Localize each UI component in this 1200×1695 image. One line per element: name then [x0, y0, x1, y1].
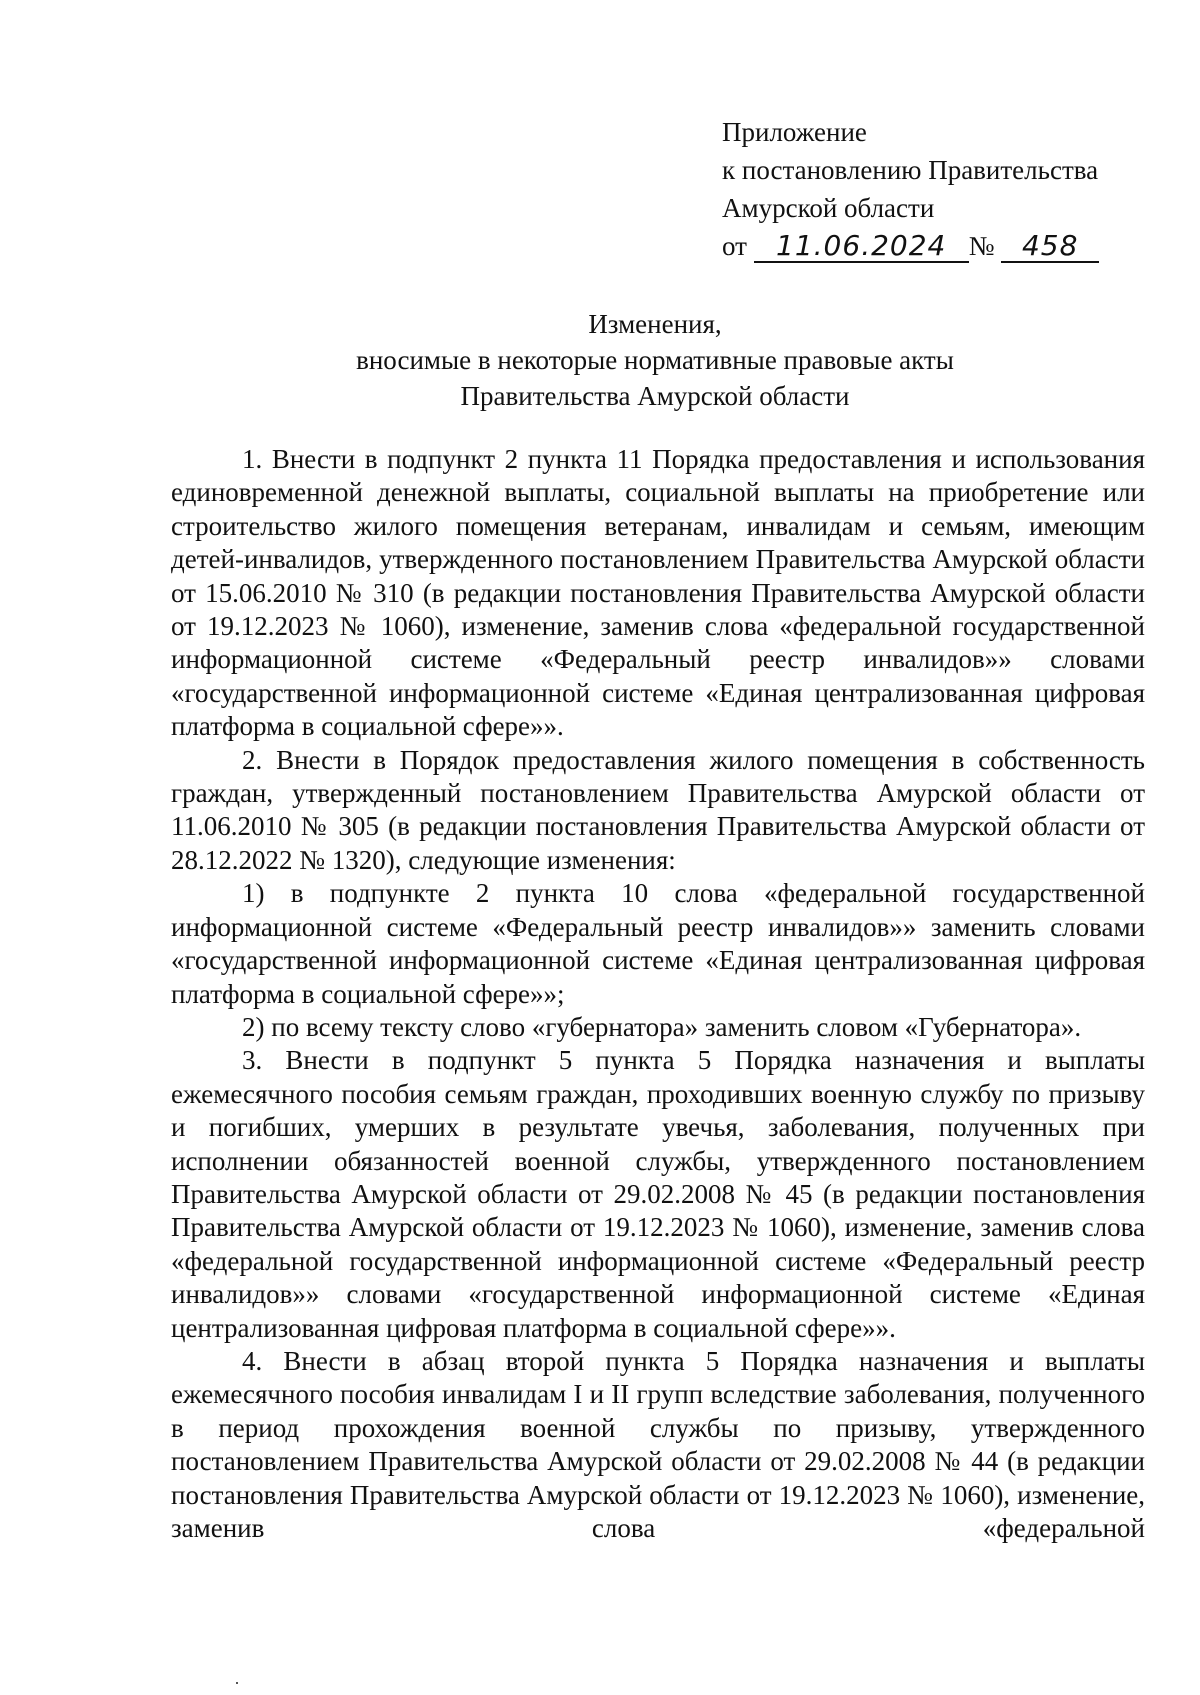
handwritten-date: 11.06.2024	[754, 231, 969, 263]
title-line-3: Правительства Амурской области	[460, 381, 850, 411]
from-label: от	[722, 231, 747, 261]
appendix-line-1: Приложение	[722, 117, 867, 147]
document-body	[171, 443, 1145, 1545]
title-line-1: Изменения,	[588, 309, 722, 339]
paragraph-2-item-1: 1) в подпункте 2 пункта 10 слова «федеральной государственной информационной системе «Федеральный реестр инвалидов»» заменить словами «государственной информационной системе «Единая централизованная цифровая платформа в социальной сфере»»;	[171, 878, 1145, 1009]
paragraph-4: 4. Внести в абзац второй пункта 5 Порядка назначения и выплаты ежемесячного пособия инвалидам I и II групп вследствие заболевания, полученного в период прохождения военной службы по призыву, утвержденного постановлением Правительства Амурской области от 29.02.2008 № 44 (в редакции постановления Правительства Амурской области от 19.12.2023 № 1060), изменение, заменив слова «федеральной	[171, 1345, 1145, 1543]
handwritten-number: 458	[1001, 231, 1099, 263]
number-label: №	[968, 231, 995, 261]
appendix-header	[722, 113, 1162, 265]
paragraph-1: 1. Внести в подпункт 2 пункта 11 Порядка предоставления и использования единовременной денежной выплаты, социальной выплаты на приобретение или строительство жилого помещения ветеранам, инвалидам и семьям, имеющим детей-инвалидов, утвержденного постановлением Правительства Амурской области от 15.06.2010 № 310 (в редакции постановления Правительства Амурской области от 19.12.2023 № 1060), изменение, заменив слова «федеральной государственной информационной системе «Федеральный реестр инвалидов»» словами «государственной информационной системе «Единая централизованная цифровая платформа в социальной сфере»».	[171, 444, 1145, 742]
appendix-line-2: к постановлению Правительства	[722, 155, 1099, 185]
appendix-line-3: Амурской области	[722, 193, 935, 223]
scan-speck	[236, 1682, 238, 1684]
title-line-2: вносимые в некоторые нормативные правовые акты	[356, 345, 954, 375]
paragraph-3: 3. Внести в подпункт 5 пункта 5 Порядка назначения и выплаты ежемесячного пособия семьям граждан, проходивших военную службу по призыву и погибших, умерших в результате увечья, заболевания, полученных при исполнении обязанностей военной службы, утвержденного постановлением Правительства Амурской области от 29.02.2008 № 45 (в редакции постановления Правительства Амурской области от 19.12.2023 № 1060), изменение, заменив слова «федеральной государственной информационной системе «Федеральный реестр инвалидов»» словами «государственной информационной системе «Единая централизованная цифровая платформа в социальной сфере»».	[171, 1045, 1145, 1343]
appendix-date-line	[722, 227, 1162, 265]
document-title	[0, 306, 1200, 414]
paragraph-2-item-2: 2) по всему тексту слово «губернатора» заменить словом «Губернатора».	[242, 1011, 1082, 1042]
paragraph-2: 2. Внести в Порядок предоставления жилого помещения в собственность граждан, утвержденный постановлением Правительства Амурской области от 11.06.2010 № 305 (в редакции постановления Правительства Амурской области от 28.12.2022 № 1320), следующие изменения:	[171, 744, 1145, 875]
